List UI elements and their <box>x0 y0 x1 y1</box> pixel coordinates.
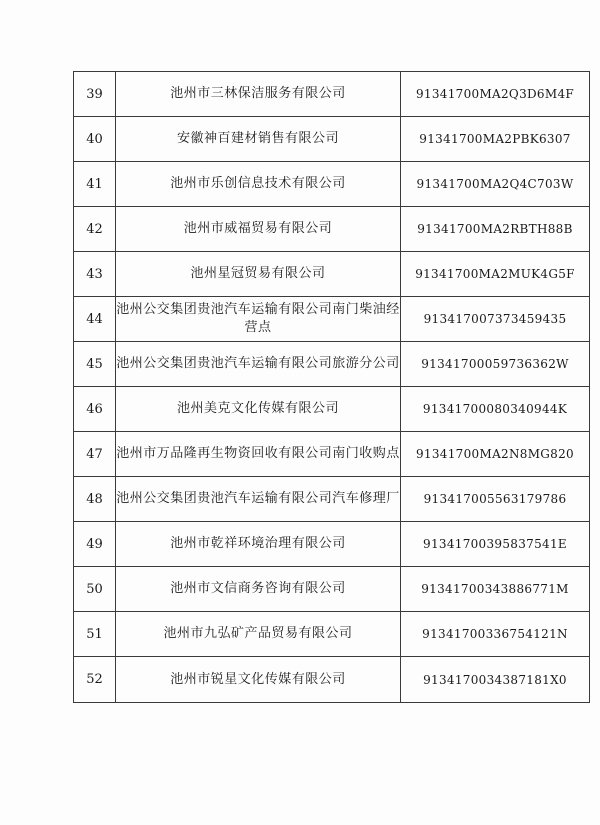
table-body <box>74 72 590 703</box>
table-row <box>74 477 590 522</box>
row-number: 40 <box>74 117 116 162</box>
credit-code: 91341700343886771M <box>401 567 590 612</box>
row-number: 48 <box>74 477 116 522</box>
credit-code: 913417005563179786 <box>401 477 590 522</box>
company-name: 池州市乾祥环境治理有限公司 <box>116 522 401 567</box>
row-number: 39 <box>74 72 116 117</box>
table-row <box>74 297 590 342</box>
row-number: 43 <box>74 252 116 297</box>
credit-code: 91341700MA2RBTH88B <box>401 207 590 252</box>
company-name: 池州市九弘矿产品贸易有限公司 <box>116 612 401 657</box>
credit-code: 91341700336754121N <box>401 612 590 657</box>
company-name: 池州市乐创信息技术有限公司 <box>116 162 401 207</box>
credit-code: 91341700395837541E <box>401 522 590 567</box>
credit-code: 9134170034387181X0 <box>401 657 590 703</box>
table-row <box>74 117 590 162</box>
row-number: 41 <box>74 162 116 207</box>
company-name: 池州星冠贸易有限公司 <box>116 252 401 297</box>
table-row <box>74 207 590 252</box>
row-number: 47 <box>74 432 116 477</box>
table-row <box>74 72 590 117</box>
row-number: 46 <box>74 387 116 432</box>
row-number: 50 <box>74 567 116 612</box>
company-registry-table <box>73 71 590 703</box>
credit-code: 91341700MA2N8MG820 <box>401 432 590 477</box>
table-row <box>74 162 590 207</box>
credit-code: 913417007373459435 <box>401 297 590 342</box>
company-name: 池州市威福贸易有限公司 <box>116 207 401 252</box>
table-row <box>74 612 590 657</box>
row-number: 42 <box>74 207 116 252</box>
company-name: 池州美克文化传媒有限公司 <box>116 387 401 432</box>
row-number: 45 <box>74 342 116 387</box>
row-number: 52 <box>74 657 116 703</box>
credit-code: 91341700MA2PBK6307 <box>401 117 590 162</box>
company-name: 安徽神百建材销售有限公司 <box>116 117 401 162</box>
company-name: 池州市三林保洁服务有限公司 <box>116 72 401 117</box>
table-row <box>74 567 590 612</box>
credit-code: 91341700MA2Q4C703W <box>401 162 590 207</box>
credit-code: 91341700059736362W <box>401 342 590 387</box>
row-number: 51 <box>74 612 116 657</box>
company-name: 池州公交集团贵池汽车运输有限公司汽车修理厂 <box>116 477 401 522</box>
table-row <box>74 522 590 567</box>
table-row <box>74 387 590 432</box>
table-row <box>74 432 590 477</box>
company-name: 池州市万品隆再生物资回收有限公司南门收购点 <box>116 432 401 477</box>
company-name: 池州市文信商务咨询有限公司 <box>116 567 401 612</box>
credit-code: 91341700MA2Q3D6M4F <box>401 72 590 117</box>
row-number: 44 <box>74 297 116 342</box>
table-row <box>74 252 590 297</box>
table-row <box>74 657 590 703</box>
credit-code: 91341700080340944K <box>401 387 590 432</box>
company-name: 池州市锐星文化传媒有限公司 <box>116 657 401 703</box>
company-name: 池州公交集团贵池汽车运输有限公司南门柴油经营点 <box>116 297 401 342</box>
credit-code: 91341700MA2MUK4G5F <box>401 252 590 297</box>
row-number: 49 <box>74 522 116 567</box>
table-row <box>74 342 590 387</box>
company-name: 池州公交集团贵池汽车运输有限公司旅游分公司 <box>116 342 401 387</box>
